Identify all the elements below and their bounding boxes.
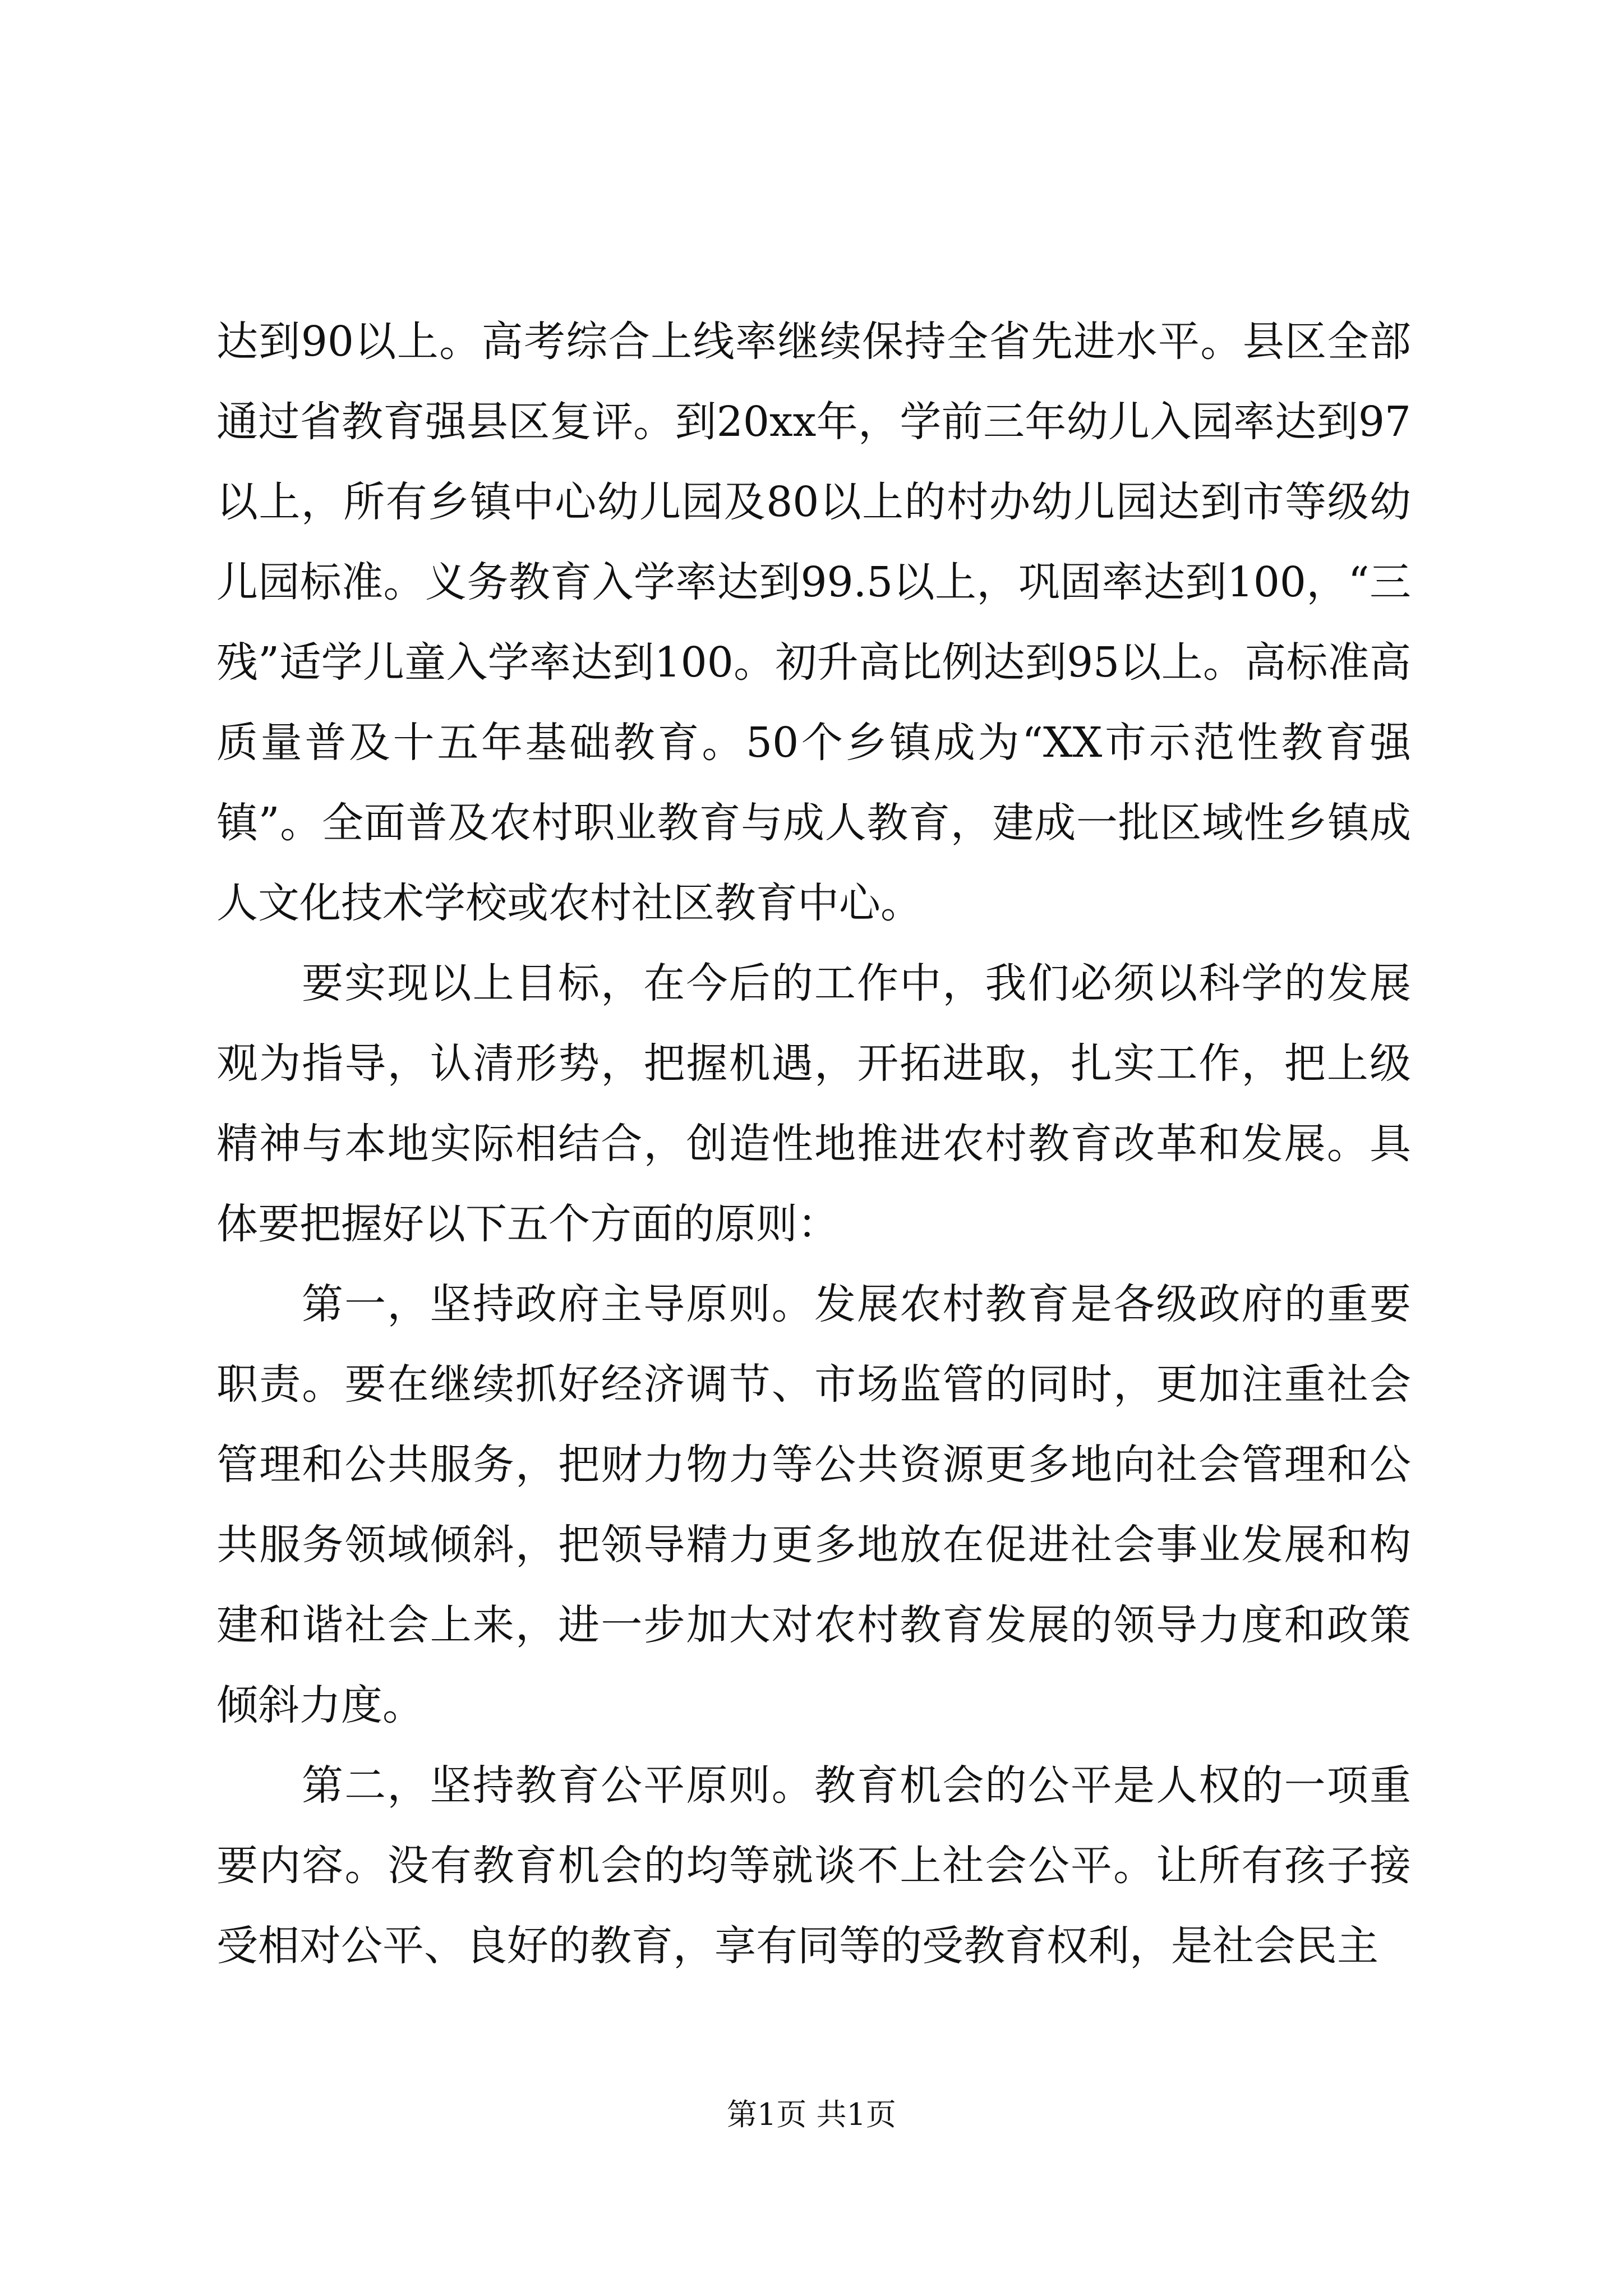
paragraph-2: 要实现以上目标，在今后的工作中，我们必须以科学的发展观为指导，认清形势，把握机遇，开拓进取，扎实工作，把上级精神与本地实际相结合，创造性地推进农村教育改革和发展。具体要把握好以下五个方面的原则： [216, 959, 1411, 1248]
paragraph-4: 第二，坚持教育公平原则。教育机会的公平是人权的一项重要内容。没有教育机会的均等就谈不上社会公平。让所有孩子接受相对公平、良好的教育，享有同等的受教育权利，是社会民主 [216, 1761, 1411, 1970]
paragraph-1: 达到90以上。高考综合上线率继续保持全省先进水平。县区全部通过省教育强县区复评。到20xx年，学前三年幼儿入园率达到97以上，所有乡镇中心幼儿园及80以上的村办幼儿园达到市等级幼儿园标准。义务教育入学率达到99.5以上，巩固率达到100，“三残”适学儿童入学率达到100。初升高比例达到95以上。高标准高质量普及十五年基础教育。50个乡镇成为“XX市示范性教育强镇”。全面普及农村职业教育与成人教育，建成一批区域性乡镇成人文化技术学校或农村社区教育中心。 [216, 318, 1411, 927]
page-footer: 第1页 共1页 [727, 2097, 896, 2132]
paragraph-3: 第一，坚持政府主导原则。发展农村教育是各级政府的重要职责。要在继续抓好经济调节、市场监管的同时，更加注重社会管理和公共服务，把财力物力等公共资源更多地向社会管理和公共服务领域倾斜，把领导精力更多地放在促进社会事业发展和构建和谐社会上来，进一步加大对农村教育发展的领导力度和政策倾斜力度。 [216, 1280, 1411, 1729]
document-body [216, 302, 1411, 1986]
